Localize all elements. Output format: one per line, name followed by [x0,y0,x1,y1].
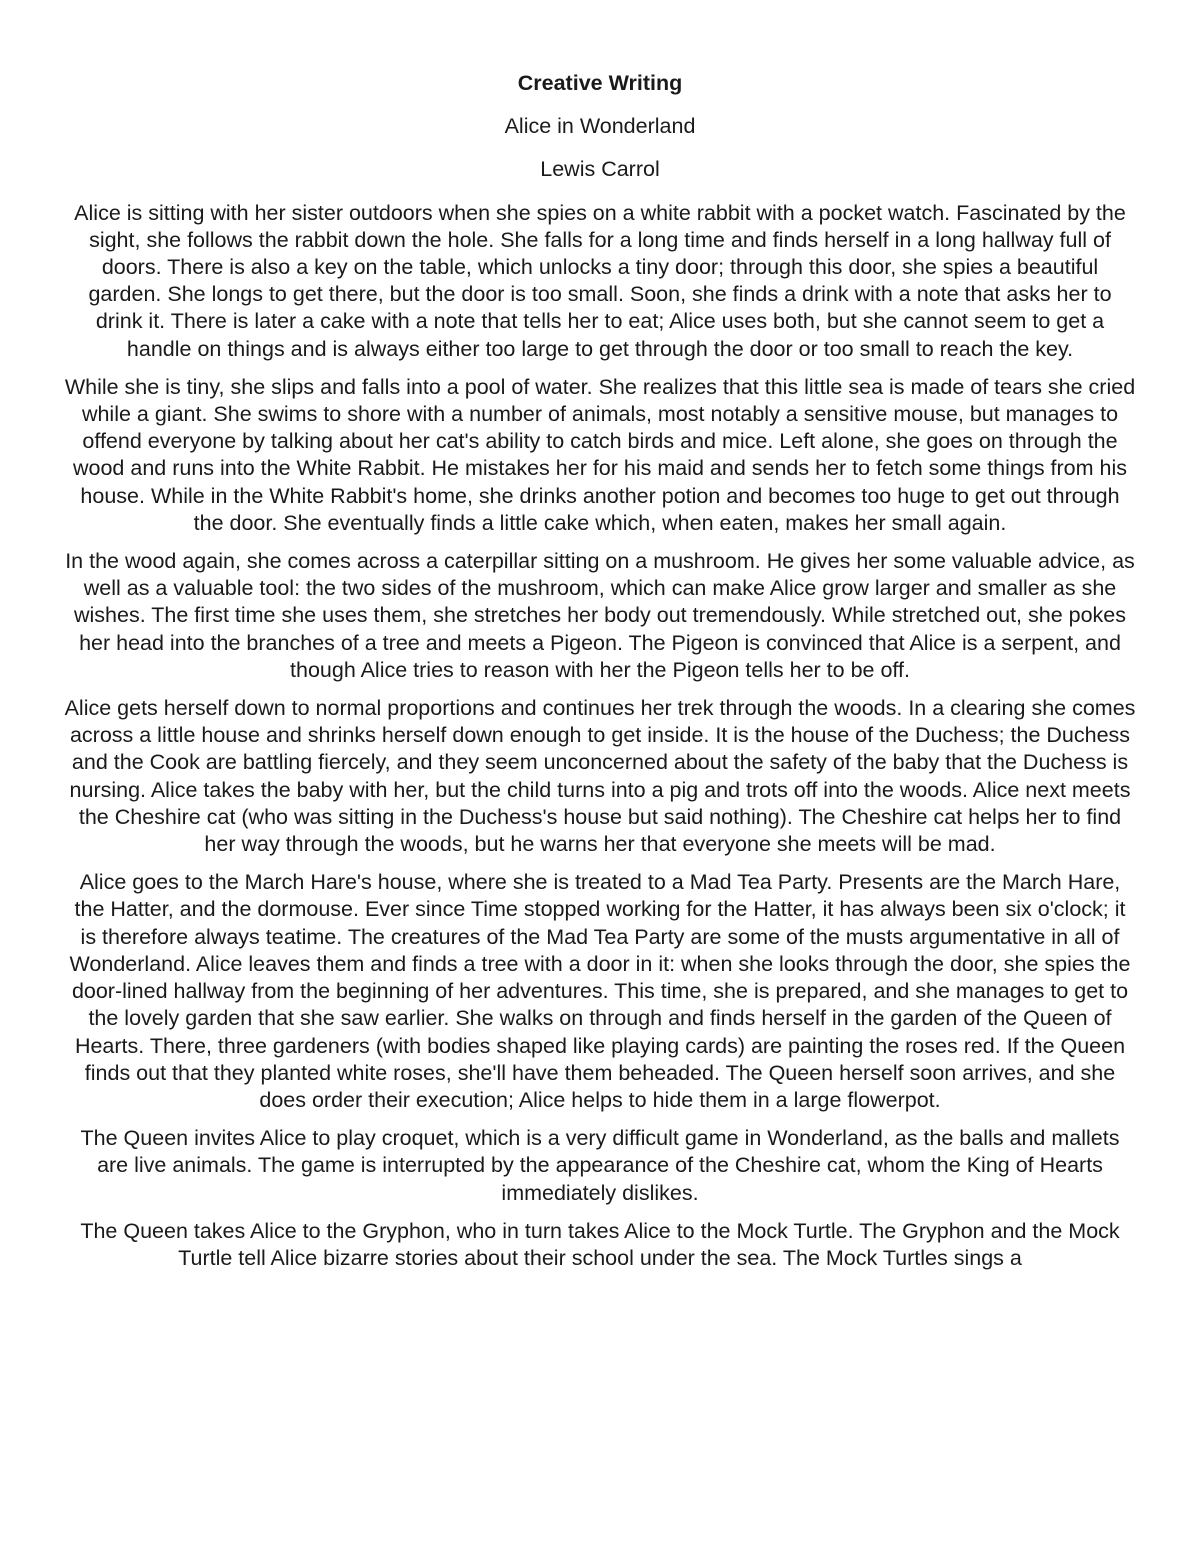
paragraph-7: The Queen takes Alice to the Gryphon, who in turn takes Alice to the Mock Turtle. The Gryphon and the Mock Turtle tell Alice bizarre stories about their school under the sea. The Mock Turtles sings a [80,1218,1120,1270]
document-body [64,70,1136,1283]
document-title: Creative Writing [517,71,683,95]
paragraph-5: Alice goes to the March Hare's house, where she is treated to a Mad Tea Party. Presents are the March Hare, the Hatter, and the dormouse. Ever since Time stopped working for the Hatter, it has always been six o'clock; it is therefore always teatime. The creatures of the Mad Tea Party are some of the musts argumentative in all of Wonderland. Alice leaves them and finds a tree with a door in it: when she looks through the door, she spies the door-lined hallway from the beginning of her adventures. This time, she is prepared, and she manages to get to the lovely garden that she saw earlier. She walks on through and finds herself in the garden of the Queen of Hearts. There, three gardeners (with bodies shaped like playing cards) are painting the roses red. If the Queen finds out that they planted white roses, she'll have them beheaded. The Queen herself soon arrives, and she does order their execution; Alice helps to hide them in a large flowerpot. [69,870,1131,1112]
paragraph-1: Alice is sitting with her sister outdoors when she spies on a white rabbit with a pocket watch. Fascinated by the sight, she follows the rabbit down the hole. She falls for a long time and finds herself in a long hallway full of doors. There is also a key on the table, which unlocks a tiny door; through this door, she spies a beautiful garden. She longs to get there, but the door is too small. Soon, she finds a drink with a note that asks her to drink it. There is later a cake with a note that tells her to eat; Alice uses both, but she cannot seem to get a handle on things and is always either too large to get through the door or too small to reach the key. [74,200,1126,361]
paragraph-4: Alice gets herself down to normal proportions and continues her trek through the woods. In a clearing she comes across a little house and shrinks herself down enough to get inside. It is the house of the Duchess; the Duchess and the Cook are battling fiercely, and they seem unconcerned about the safety of the baby that the Duchess is nursing. Alice takes the baby with her, but the child turns into a pig and trots off into the woods. Alice next meets the Cheshire cat (who was sitting in the Duchess's house but said nothing). The Cheshire cat helps her to find her way through the woods, but he warns her that everyone she meets will be mad. [64,696,1136,857]
paragraph-6: The Queen invites Alice to play croquet, which is a very difficult game in Wonderland, as the balls and mallets are live animals. The game is interrupted by the appearance of the Cheshire cat, whom the King of Hearts immediately dislikes. [80,1126,1120,1205]
paragraph-2: While she is tiny, she slips and falls into a pool of water. She realizes that this little sea is made of tears she cried while a giant. She swims to shore with a number of animals, most notably a sensitive mouse, but manages to offend everyone by talking about her cat's ability to catch birds and mice. Left alone, she goes on through the wood and runs into the White Rabbit. He mistakes her for his maid and sends her to fetch some things from his house. While in the White Rabbit's home, she drinks another potion and becomes too huge to get out through the door. She eventually finds a little cake which, when eaten, makes her small again. [64,374,1136,535]
document-author: Lewis Carrol [540,157,660,182]
paragraph-3: In the wood again, she comes across a caterpillar sitting on a mushroom. He gives her some valuable advice, as well as a valuable tool: the two sides of the mushroom, which can make Alice grow larger and smaller as she wishes. The first time she uses them, she stretches her body out tremendously. While stretched out, she pokes her head into the branches of a tree and meets a Pigeon. The Pigeon is convinced that Alice is a serpent, and though Alice tries to reason with her the Pigeon tells her to be off. [65,549,1135,682]
document-subtitle: Alice in Wonderland [504,114,696,139]
